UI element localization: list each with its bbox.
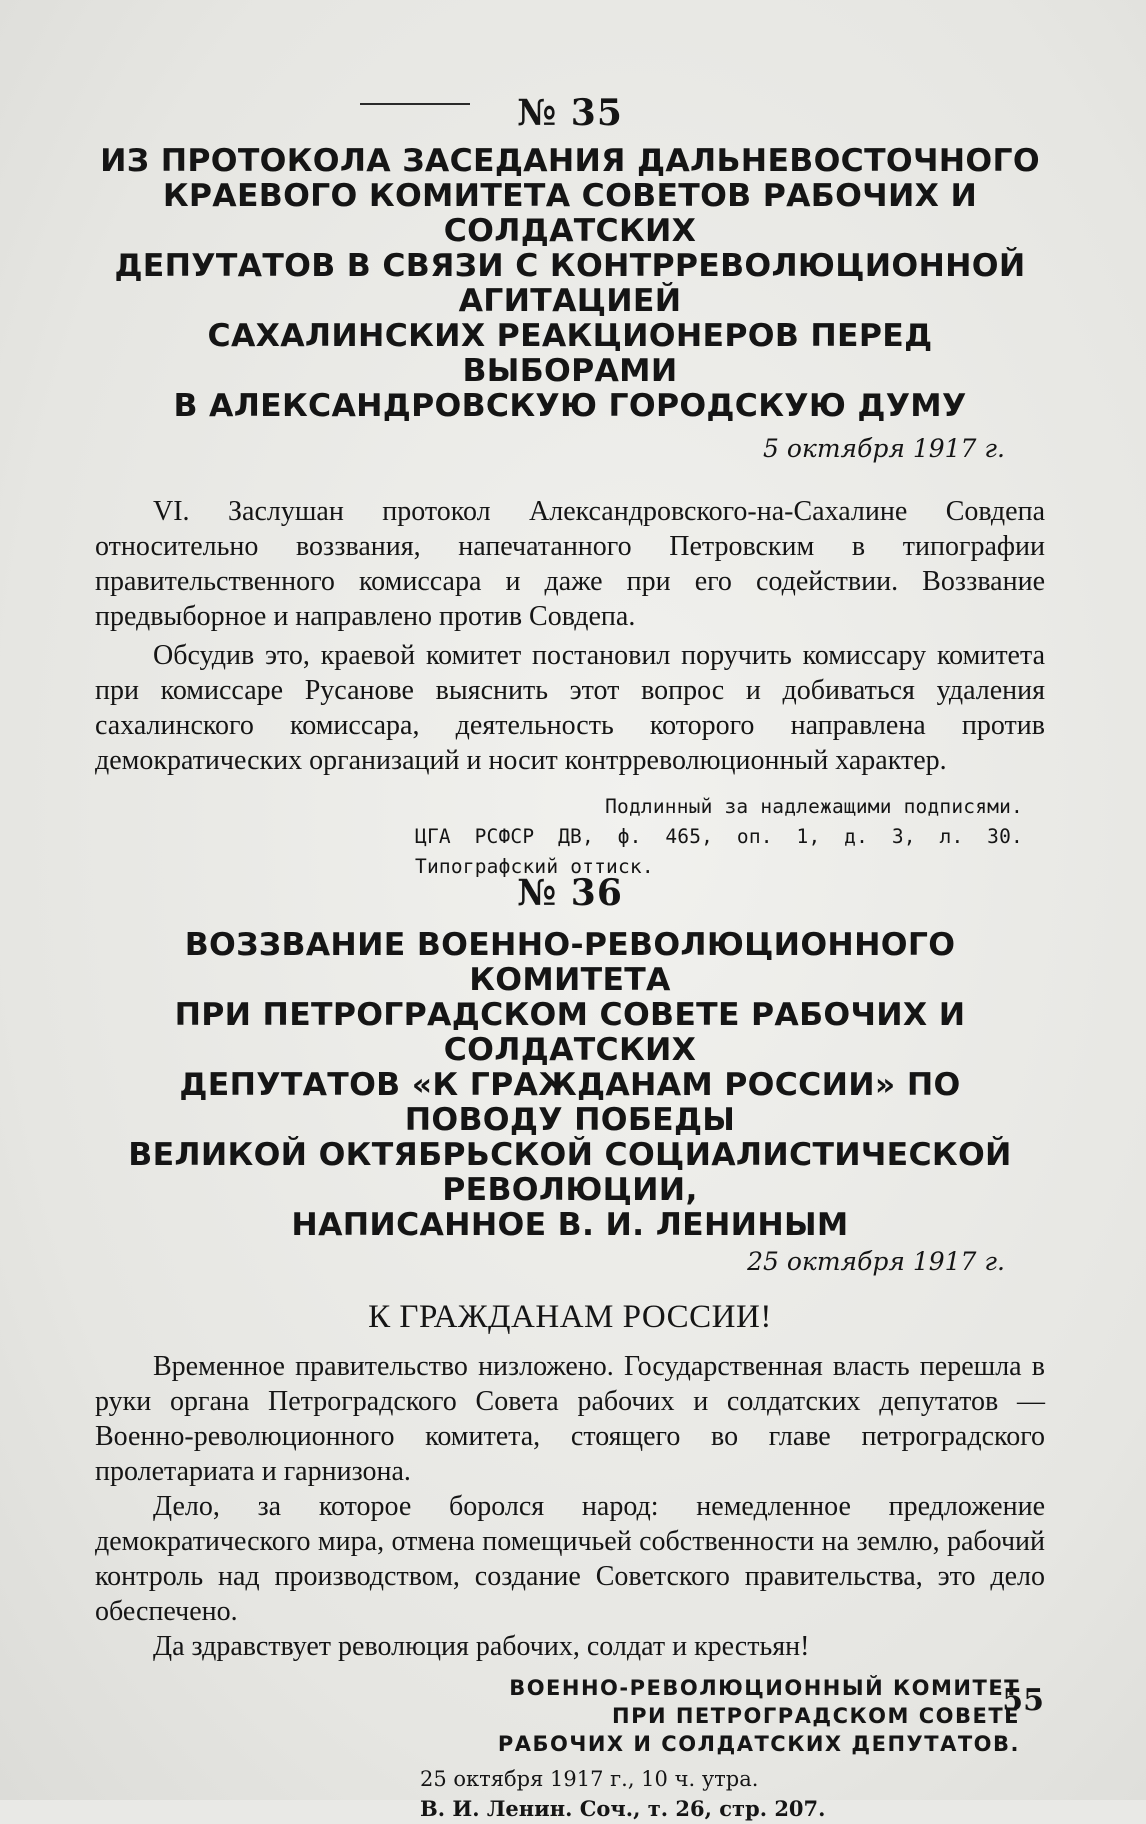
doc35-date: 5 октября 1917 г. bbox=[762, 434, 1005, 463]
doc35-source-line: ЦГА РСФСР ДВ, ф. 465, оп. 1, д. 3, л. 30. Типографский оттиск. bbox=[415, 825, 1023, 878]
doc36-number: № 36 bbox=[517, 872, 623, 914]
doc36-paragraph: Временное правительство низложено. Государственная власть перешла в руки органа Петроградского Совета рабочих и солдатских депутатов — Военно-революционного комитета, стоящего во главе петроградского пролетариата и гарнизона. bbox=[95, 1351, 1045, 1487]
doc36-time-line: 25 октября 1917 г., 10 ч. утра. bbox=[420, 1767, 759, 1791]
doc35-source bbox=[95, 792, 1045, 882]
doc35-title-line: САХАЛИНСКИХ РЕАКЦИОНЕРОВ ПЕРЕД ВЫБОРАМИ bbox=[207, 318, 933, 389]
doc35-title-line: КРАЕВОГО КОМИТЕТА СОВЕТОВ РАБОЧИХ И СОЛДАТСКИХ bbox=[162, 178, 978, 249]
appeal-title: К ГРАЖДАНАМ РОССИИ! bbox=[368, 1299, 772, 1335]
doc35-source-line: Подлинный за надлежащими подписями. bbox=[605, 795, 1023, 818]
doc36-footer bbox=[95, 1764, 1045, 1824]
signature-line: ПРИ ПЕТРОГРАДСКОМ СОВЕТЕ bbox=[612, 1704, 1020, 1728]
doc36-body bbox=[95, 1349, 1045, 1664]
doc36-title-line: ВЕЛИКОЙ ОКТЯБРЬСКОЙ СОЦИАЛИСТИЧЕСКОЙ РЕВОЛЮЦИИ, bbox=[128, 1137, 1012, 1208]
doc36-title-line: НАПИСАННОЕ В. И. ЛЕНИНЫМ bbox=[291, 1207, 849, 1243]
doc36-paragraph: Дело, за которое боролся народ: немедленное предложение демократического мира, отмена помещичьей собственности на землю, рабочий контроль над производством, создание Советского правительства, это дело обеспечено. bbox=[95, 1491, 1045, 1627]
doc35-paragraph: VI. Заслушан протокол Александровского-на-Сахалине Совдепа относительно воззвания, напечатанного Петровским в типографии правительственного комиссара и даже при его содействии. Воззвание предвыборное и направлено против Совдепа. bbox=[95, 496, 1045, 632]
doc35-number: № 35 bbox=[517, 92, 623, 134]
doc36-section bbox=[95, 872, 1045, 1824]
doc36-signature bbox=[95, 1674, 1045, 1758]
doc36-source-line: В. И. Ленин. Соч., т. 26, стр. 207. bbox=[420, 1796, 826, 1821]
doc36-title bbox=[95, 928, 1045, 1243]
doc36-date: 25 октября 1917 г. bbox=[747, 1247, 1005, 1276]
doc36-title-line: ДЕПУТАТОВ «К ГРАЖДАНАМ РОССИИ» ПО ПОВОДУ ПОБЕДЫ bbox=[179, 1067, 961, 1138]
doc36-title-line: ПРИ ПЕТРОГРАДСКОМ СОВЕТЕ РАБОЧИХ И СОЛДАТСКИХ bbox=[174, 997, 966, 1068]
doc36-paragraph: Да здравствует революция рабочих, солдат и крестьян! bbox=[153, 1631, 810, 1662]
doc35-title-line: В АЛЕКСАНДРОВСКУЮ ГОРОДСКУЮ ДУМУ bbox=[173, 388, 967, 424]
doc35-body bbox=[95, 494, 1045, 778]
doc36-title-line: ВОЗЗВАНИЕ ВОЕННО-РЕВОЛЮЦИОННОГО КОМИТЕТА bbox=[184, 927, 956, 998]
doc35-paragraph: Обсудив это, краевой комитет постановил поручить комиссару комитета при комиссаре Русанове выяснить этот вопрос и добиваться удаления сахалинского комиссара, деятельность которого направлена против демократических организаций и носит контрреволюционный характер. bbox=[95, 640, 1045, 776]
signature-line: РАБОЧИХ И СОЛДАТСКИХ ДЕПУТАТОВ. bbox=[497, 1732, 1020, 1756]
doc35-title-line: ИЗ ПРОТОКОЛА ЗАСЕДАНИЯ ДАЛЬНЕВОСТОЧНОГО bbox=[100, 143, 1040, 179]
doc35-title bbox=[95, 144, 1045, 424]
doc35-section bbox=[95, 92, 1045, 882]
doc35-title-line: ДЕПУТАТОВ В СВЯЗИ С КОНТРРЕВОЛЮЦИОННОЙ АГИТАЦИЕЙ bbox=[114, 248, 1026, 319]
page-number: 55 bbox=[1002, 1683, 1044, 1718]
signature-line: ВОЕННО-РЕВОЛЮЦИОННЫЙ КОМИТЕТ bbox=[509, 1676, 1020, 1700]
